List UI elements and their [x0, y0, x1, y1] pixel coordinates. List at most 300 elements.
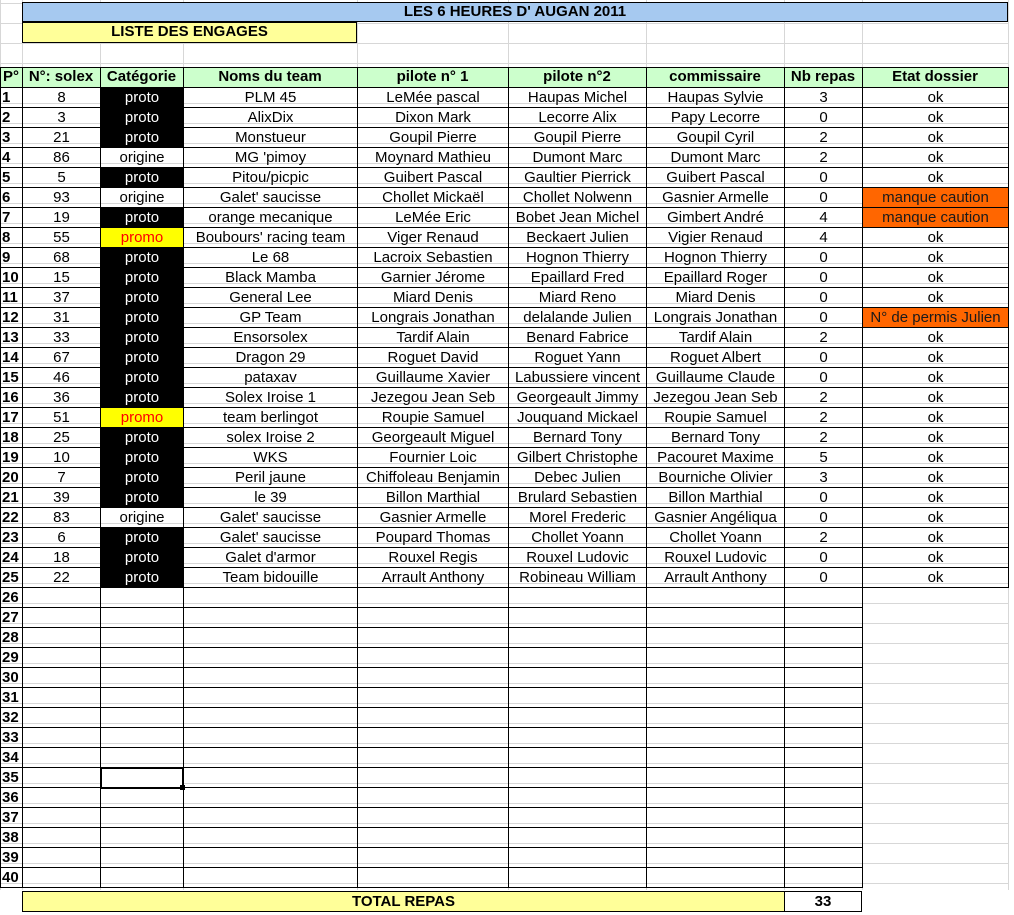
cell-meals[interactable]: 0 — [819, 369, 828, 386]
cell-category[interactable]: proto — [101, 88, 183, 108]
cell-solex[interactable] — [23, 868, 100, 888]
cell-rank[interactable]: 25 — [2, 569, 19, 586]
cell-commissaire[interactable]: Bourniche Olivier — [658, 469, 773, 486]
cell-meals[interactable] — [785, 608, 862, 628]
cell-pilot1[interactable] — [358, 728, 508, 748]
cell-rank[interactable]: 17 — [2, 409, 19, 426]
cell-commissaire[interactable] — [647, 868, 784, 888]
cell-meals[interactable]: 3 — [819, 469, 828, 486]
selected-cell[interactable] — [100, 767, 184, 789]
cell-team[interactable]: Black Mamba — [225, 269, 316, 286]
cell-team[interactable]: Galet d'armor — [225, 549, 316, 566]
cell-pilot1[interactable]: Roguet David — [387, 349, 479, 366]
cell-status[interactable] — [863, 768, 1008, 788]
cell-team[interactable]: Pitou/picpic — [232, 169, 309, 186]
cell-meals[interactable]: 2 — [819, 129, 828, 146]
cell-team[interactable] — [184, 708, 357, 728]
cell-meals[interactable]: 3 — [819, 89, 828, 106]
cell-team[interactable]: Dragon 29 — [235, 349, 306, 366]
cell-rank[interactable]: 6 — [2, 189, 11, 206]
cell-commissaire[interactable]: Haupas Sylvie — [667, 89, 764, 106]
cell-category[interactable]: proto — [101, 108, 183, 128]
cell-pilot2[interactable]: Haupas Michel — [527, 89, 628, 106]
cell-status[interactable]: ok — [927, 169, 944, 186]
cell-team[interactable] — [184, 688, 357, 708]
cell-status[interactable]: ok — [927, 569, 944, 586]
cell-pilot2[interactable] — [509, 728, 646, 748]
cell-category[interactable] — [101, 868, 183, 888]
cell-solex[interactable] — [23, 608, 100, 628]
cell-pilot2[interactable] — [509, 668, 646, 688]
cell-meals[interactable]: 0 — [819, 269, 828, 286]
cell-category[interactable] — [101, 728, 183, 748]
cell-pilot1[interactable] — [358, 748, 508, 768]
cell-pilot2[interactable]: Epaillard Fred — [530, 269, 625, 286]
cell-meals[interactable]: 2 — [819, 329, 828, 346]
cell-commissaire[interactable]: Goupil Cyril — [676, 129, 755, 146]
cell-solex[interactable]: 18 — [53, 549, 70, 566]
cell-commissaire[interactable] — [647, 608, 784, 628]
cell-team[interactable] — [184, 628, 357, 648]
cell-solex[interactable]: 55 — [53, 229, 70, 246]
cell-commissaire[interactable] — [647, 688, 784, 708]
cell-pilot2[interactable] — [509, 648, 646, 668]
cell-status[interactable] — [863, 868, 1008, 888]
cell-category[interactable] — [101, 688, 183, 708]
cell-status[interactable]: ok — [927, 289, 944, 306]
cell-category[interactable]: proto — [101, 208, 183, 228]
cell-team[interactable]: MG 'pimoy — [234, 149, 307, 166]
cell-meals[interactable] — [785, 868, 862, 888]
cell-meals[interactable]: 4 — [819, 229, 828, 246]
cell-solex[interactable] — [23, 748, 100, 768]
cell-team[interactable] — [184, 788, 357, 808]
cell-pilot1[interactable] — [358, 588, 508, 608]
cell-rank[interactable]: 24 — [2, 549, 19, 566]
cell-pilot1[interactable]: Poupard Thomas — [375, 529, 491, 546]
cell-team[interactable]: Solex Iroise 1 — [225, 389, 316, 406]
cell-category[interactable]: proto — [101, 468, 183, 488]
cell-rank[interactable]: 19 — [2, 449, 19, 466]
cell-pilot2[interactable]: Miard Reno — [538, 289, 617, 306]
cell-meals[interactable]: 2 — [819, 429, 828, 446]
cell-pilot2[interactable]: Chollet Yoann — [531, 529, 624, 546]
cell-pilot1[interactable] — [358, 668, 508, 688]
cell-pilot1[interactable] — [358, 608, 508, 628]
cell-solex[interactable] — [23, 708, 100, 728]
cell-pilot1[interactable]: Dixon Mark — [395, 109, 471, 126]
cell-meals[interactable]: 5 — [819, 449, 828, 466]
cell-meals[interactable] — [785, 688, 862, 708]
cell-team[interactable]: AlixDix — [247, 109, 294, 126]
cell-status[interactable] — [863, 828, 1008, 848]
cell-solex[interactable]: 68 — [53, 249, 70, 266]
cell-rank[interactable]: 12 — [2, 309, 19, 326]
cell-pilot2[interactable]: Dumont Marc — [532, 149, 623, 166]
cell-rank[interactable]: 16 — [2, 389, 19, 406]
cell-pilot2[interactable]: Bobet Jean Michel — [515, 209, 640, 226]
cell-commissaire[interactable] — [647, 788, 784, 808]
cell-status[interactable]: ok — [927, 369, 944, 386]
cell-meals[interactable] — [785, 628, 862, 648]
cell-pilot1[interactable]: Roupie Samuel — [381, 409, 485, 426]
cell-team[interactable]: WKS — [253, 449, 288, 466]
cell-meals[interactable]: 0 — [819, 249, 828, 266]
cell-category[interactable]: origine — [119, 189, 165, 206]
cell-pilot1[interactable]: Lacroix Sebastien — [373, 249, 493, 266]
cell-rank[interactable]: 37 — [2, 809, 19, 826]
cell-solex[interactable]: 31 — [53, 309, 70, 326]
cell-pilot2[interactable]: Morel Frederic — [529, 509, 626, 526]
cell-solex[interactable] — [23, 828, 100, 848]
cell-team[interactable] — [184, 728, 357, 748]
cell-team[interactable] — [184, 868, 357, 888]
cell-commissaire[interactable]: Bernard Tony — [671, 429, 760, 446]
cell-team[interactable]: PLM 45 — [244, 89, 297, 106]
cell-rank[interactable]: 8 — [2, 229, 11, 246]
cell-rank[interactable]: 33 — [2, 729, 19, 746]
cell-pilot1[interactable]: Longrais Jonathan — [371, 309, 495, 326]
cell-pilot1[interactable] — [358, 628, 508, 648]
cell-commissaire[interactable]: Gasnier Angéliqua — [654, 509, 777, 526]
cell-pilot2[interactable]: delalande Julien — [523, 309, 632, 326]
cell-pilot2[interactable]: Labussiere vincent — [514, 369, 641, 386]
cell-solex[interactable] — [23, 728, 100, 748]
cell-rank[interactable]: 7 — [2, 209, 11, 226]
cell-team[interactable] — [184, 848, 357, 868]
cell-status[interactable]: manque caution — [863, 188, 1008, 208]
cell-rank[interactable]: 32 — [2, 709, 19, 726]
cell-pilot2[interactable] — [509, 628, 646, 648]
cell-meals[interactable]: 2 — [819, 409, 828, 426]
cell-team[interactable] — [184, 768, 357, 788]
cell-commissaire[interactable]: Dumont Marc — [670, 149, 761, 166]
cell-rank[interactable]: 23 — [2, 529, 19, 546]
cell-pilot2[interactable] — [509, 688, 646, 708]
cell-status[interactable]: manque caution — [863, 208, 1008, 228]
cell-status[interactable] — [863, 748, 1008, 768]
cell-rank[interactable]: 36 — [2, 789, 19, 806]
cell-status[interactable] — [863, 708, 1008, 728]
cell-meals[interactable]: 2 — [819, 149, 828, 166]
cell-commissaire[interactable] — [647, 848, 784, 868]
cell-category[interactable]: proto — [101, 348, 183, 368]
cell-rank[interactable]: 13 — [2, 329, 19, 346]
cell-status[interactable] — [863, 808, 1008, 828]
cell-pilot2[interactable]: Goupil Pierre — [533, 129, 622, 146]
cell-status[interactable]: ok — [927, 129, 944, 146]
cell-solex[interactable] — [23, 788, 100, 808]
cell-pilot1[interactable]: Rouxel Regis — [388, 549, 478, 566]
cell-pilot1[interactable]: Viger Renaud — [387, 229, 479, 246]
cell-pilot1[interactable] — [358, 868, 508, 888]
cell-pilot1[interactable] — [358, 808, 508, 828]
cell-pilot2[interactable]: Roguet Yann — [534, 349, 621, 366]
cell-pilot1[interactable] — [358, 688, 508, 708]
cell-commissaire[interactable]: Jezegou Jean Seb — [653, 389, 778, 406]
cell-category[interactable]: proto — [101, 288, 183, 308]
cell-status[interactable]: ok — [927, 229, 944, 246]
cell-pilot1[interactable]: Goupil Pierre — [389, 129, 477, 146]
cell-rank[interactable]: 26 — [2, 589, 19, 606]
cell-pilot1[interactable]: LeMée pascal — [386, 89, 480, 106]
cell-commissaire[interactable]: Guillaume Claude — [655, 369, 776, 386]
cell-solex[interactable] — [23, 808, 100, 828]
cell-commissaire[interactable]: Guibert Pascal — [666, 169, 765, 186]
cell-pilot2[interactable] — [509, 708, 646, 728]
cell-category[interactable] — [101, 708, 183, 728]
cell-meals[interactable]: 0 — [819, 569, 828, 586]
cell-commissaire[interactable] — [647, 828, 784, 848]
cell-status[interactable]: ok — [927, 389, 944, 406]
cell-team[interactable]: Team bidouille — [222, 569, 319, 586]
cell-category[interactable]: proto — [101, 268, 183, 288]
cell-solex[interactable]: 7 — [57, 469, 66, 486]
cell-pilot2[interactable] — [509, 588, 646, 608]
cell-pilot1[interactable]: Gasnier Armelle — [379, 509, 487, 526]
cell-pilot1[interactable]: Jezegou Jean Seb — [370, 389, 496, 406]
cell-meals[interactable] — [785, 588, 862, 608]
cell-team[interactable]: solex Iroise 2 — [226, 429, 315, 446]
cell-category[interactable] — [101, 788, 183, 808]
cell-team[interactable]: General Lee — [229, 289, 312, 306]
cell-team[interactable] — [184, 808, 357, 828]
cell-category[interactable] — [101, 608, 183, 628]
cell-status[interactable]: ok — [927, 149, 944, 166]
cell-meals[interactable]: 4 — [819, 209, 828, 226]
cell-meals[interactable] — [785, 728, 862, 748]
cell-commissaire[interactable] — [647, 628, 784, 648]
cell-category[interactable]: proto — [101, 388, 183, 408]
cell-commissaire[interactable] — [647, 668, 784, 688]
cell-category[interactable]: proto — [101, 568, 183, 588]
cell-pilot1[interactable]: Moynard Mathieu — [375, 149, 491, 166]
cell-commissaire[interactable]: Hognon Thierry — [663, 249, 768, 266]
cell-commissaire[interactable] — [647, 768, 784, 788]
cell-rank[interactable]: 18 — [2, 429, 19, 446]
cell-status[interactable] — [863, 628, 1008, 648]
cell-commissaire[interactable] — [647, 748, 784, 768]
cell-commissaire[interactable]: Gimbert André — [667, 209, 764, 226]
cell-pilot2[interactable] — [509, 788, 646, 808]
cell-team[interactable]: Galet' saucisse — [219, 189, 322, 206]
cell-rank[interactable]: 21 — [2, 489, 19, 506]
cell-status[interactable] — [863, 668, 1008, 688]
cell-solex[interactable] — [23, 768, 100, 788]
cell-meals[interactable] — [785, 768, 862, 788]
cell-category[interactable]: promo — [101, 408, 183, 428]
cell-meals[interactable] — [785, 708, 862, 728]
cell-team[interactable] — [184, 668, 357, 688]
cell-pilot2[interactable]: Robineau William — [519, 569, 636, 586]
cell-solex[interactable] — [23, 648, 100, 668]
cell-status[interactable]: N° de permis Julien — [863, 308, 1008, 328]
cell-pilot1[interactable]: Chiffoleau Benjamin — [366, 469, 500, 486]
cell-team[interactable]: Monstueur — [235, 129, 306, 146]
cell-solex[interactable]: 15 — [53, 269, 70, 286]
cell-pilot1[interactable] — [358, 788, 508, 808]
cell-pilot1[interactable]: Fournier Loic — [389, 449, 477, 466]
cell-meals[interactable] — [785, 668, 862, 688]
cell-status[interactable]: ok — [927, 89, 944, 106]
cell-pilot2[interactable]: Gaultier Pierrick — [524, 169, 631, 186]
cell-category[interactable] — [101, 848, 183, 868]
cell-pilot1[interactable]: Billon Marthial — [385, 489, 481, 506]
cell-pilot2[interactable]: Gilbert Christophe — [517, 449, 638, 466]
cell-pilot1[interactable] — [358, 848, 508, 868]
cell-category[interactable] — [101, 828, 183, 848]
cell-solex[interactable] — [23, 668, 100, 688]
cell-category[interactable]: proto — [101, 128, 183, 148]
cell-rank[interactable]: 28 — [2, 629, 19, 646]
cell-category[interactable]: proto — [101, 448, 183, 468]
cell-category[interactable]: proto — [101, 488, 183, 508]
cell-pilot1[interactable] — [358, 768, 508, 788]
cell-solex[interactable]: 5 — [57, 169, 66, 186]
cell-status[interactable] — [863, 608, 1008, 628]
cell-rank[interactable]: 22 — [2, 509, 19, 526]
cell-team[interactable]: Le 68 — [251, 249, 290, 266]
cell-pilot2[interactable] — [509, 768, 646, 788]
cell-commissaire[interactable] — [647, 728, 784, 748]
cell-team[interactable]: Peril jaune — [235, 469, 306, 486]
cell-pilot1[interactable] — [358, 828, 508, 848]
cell-pilot2[interactable]: Beckaert Julien — [526, 229, 629, 246]
cell-commissaire[interactable] — [647, 648, 784, 668]
cell-commissaire[interactable]: Miard Denis — [675, 289, 756, 306]
cell-pilot2[interactable]: Rouxel Ludovic — [526, 549, 629, 566]
cell-pilot2[interactable]: Georgeault Jimmy — [516, 389, 639, 406]
cell-status[interactable]: ok — [927, 409, 944, 426]
cell-commissaire[interactable] — [647, 588, 784, 608]
cell-pilot2[interactable] — [509, 848, 646, 868]
cell-rank[interactable]: 3 — [2, 129, 11, 146]
cell-team[interactable] — [184, 608, 357, 628]
cell-rank[interactable]: 5 — [2, 169, 11, 186]
cell-team[interactable] — [184, 748, 357, 768]
cell-category[interactable]: origine — [119, 149, 165, 166]
cell-category[interactable]: proto — [101, 308, 183, 328]
cell-pilot2[interactable]: Hognon Thierry — [525, 249, 630, 266]
cell-rank[interactable]: 31 — [2, 689, 19, 706]
cell-pilot1[interactable]: LeMée Eric — [395, 209, 471, 226]
cell-category[interactable]: proto — [101, 248, 183, 268]
cell-status[interactable]: ok — [927, 329, 944, 346]
cell-commissaire[interactable]: Gasnier Armelle — [662, 189, 769, 206]
cell-commissaire[interactable]: Chollet Yoann — [669, 529, 762, 546]
cell-solex[interactable]: 86 — [53, 149, 70, 166]
cell-rank[interactable]: 35 — [2, 769, 19, 786]
cell-solex[interactable]: 51 — [53, 409, 70, 426]
cell-team[interactable]: Ensorsolex — [233, 329, 308, 346]
cell-meals[interactable]: 0 — [819, 349, 828, 366]
cell-meals[interactable]: 0 — [819, 189, 828, 206]
cell-rank[interactable]: 10 — [2, 269, 19, 286]
cell-meals[interactable]: 0 — [819, 509, 828, 526]
cell-category[interactable]: promo — [101, 228, 183, 248]
cell-commissaire[interactable] — [647, 708, 784, 728]
cell-category[interactable]: proto — [101, 328, 183, 348]
cell-status[interactable]: ok — [927, 469, 944, 486]
cell-team[interactable]: pataxav — [244, 369, 297, 386]
cell-meals[interactable] — [785, 848, 862, 868]
cell-meals[interactable] — [785, 808, 862, 828]
cell-meals[interactable] — [785, 648, 862, 668]
cell-status[interactable]: ok — [927, 489, 944, 506]
cell-status[interactable] — [863, 848, 1008, 868]
cell-pilot1[interactable]: Miard Denis — [392, 289, 474, 306]
cell-pilot1[interactable]: Guillaume Xavier — [375, 369, 491, 386]
cell-solex[interactable]: 25 — [53, 429, 70, 446]
cell-category[interactable]: origine — [119, 509, 165, 526]
cell-commissaire[interactable]: Rouxel Ludovic — [664, 549, 767, 566]
cell-category[interactable]: proto — [101, 168, 183, 188]
cell-meals[interactable] — [785, 828, 862, 848]
cell-status[interactable]: ok — [927, 109, 944, 126]
cell-category[interactable] — [101, 748, 183, 768]
cell-status[interactable]: ok — [927, 249, 944, 266]
cell-pilot1[interactable]: Chollet Mickaël — [382, 189, 484, 206]
cell-rank[interactable]: 14 — [2, 349, 19, 366]
cell-meals[interactable]: 2 — [819, 389, 828, 406]
cell-pilot2[interactable] — [509, 868, 646, 888]
cell-status[interactable]: ok — [927, 509, 944, 526]
cell-team[interactable]: orange mecanique — [208, 209, 333, 226]
cell-solex[interactable]: 22 — [53, 569, 70, 586]
cell-commissaire[interactable]: Tardif Alain — [678, 329, 753, 346]
cell-category[interactable]: proto — [101, 428, 183, 448]
cell-rank[interactable]: 4 — [2, 149, 11, 166]
cell-pilot2[interactable]: Brulard Sebastien — [517, 489, 638, 506]
cell-pilot2[interactable]: Bernard Tony — [533, 429, 622, 446]
cell-rank[interactable]: 34 — [2, 749, 19, 766]
cell-category[interactable] — [101, 588, 183, 608]
cell-solex[interactable] — [23, 848, 100, 868]
cell-pilot2[interactable] — [509, 608, 646, 628]
cell-meals[interactable]: 0 — [819, 309, 828, 326]
cell-team[interactable] — [184, 588, 357, 608]
cell-commissaire[interactable]: Arrault Anthony — [664, 569, 767, 586]
cell-rank[interactable]: 20 — [2, 469, 19, 486]
cell-commissaire[interactable]: Papy Lecorre — [670, 109, 761, 126]
cell-category[interactable] — [101, 808, 183, 828]
cell-solex[interactable]: 93 — [53, 189, 70, 206]
cell-pilot1[interactable] — [358, 648, 508, 668]
cell-status[interactable]: ok — [927, 529, 944, 546]
cell-meals[interactable]: 0 — [819, 109, 828, 126]
cell-solex[interactable]: 10 — [53, 449, 70, 466]
cell-team[interactable]: team berlingot — [222, 409, 319, 426]
cell-team[interactable]: Boubours' racing team — [195, 229, 346, 246]
cell-solex[interactable] — [23, 688, 100, 708]
cell-solex[interactable]: 33 — [53, 329, 70, 346]
cell-pilot2[interactable] — [509, 808, 646, 828]
cell-category[interactable]: proto — [101, 368, 183, 388]
cell-status[interactable]: ok — [927, 449, 944, 466]
cell-commissaire[interactable]: Pacouret Maxime — [657, 449, 774, 466]
cell-status[interactable] — [863, 648, 1008, 668]
cell-meals[interactable]: 0 — [819, 169, 828, 186]
cell-status[interactable]: ok — [927, 549, 944, 566]
cell-meals[interactable]: 0 — [819, 289, 828, 306]
cell-solex[interactable]: 19 — [53, 209, 70, 226]
cell-pilot2[interactable] — [509, 828, 646, 848]
cell-pilot2[interactable]: Benard Fabrice — [526, 329, 629, 346]
cell-solex[interactable]: 8 — [57, 89, 66, 106]
cell-commissaire[interactable]: Roguet Albert — [670, 349, 761, 366]
cell-category[interactable]: proto — [101, 548, 183, 568]
cell-team[interactable]: le 39 — [254, 489, 287, 506]
